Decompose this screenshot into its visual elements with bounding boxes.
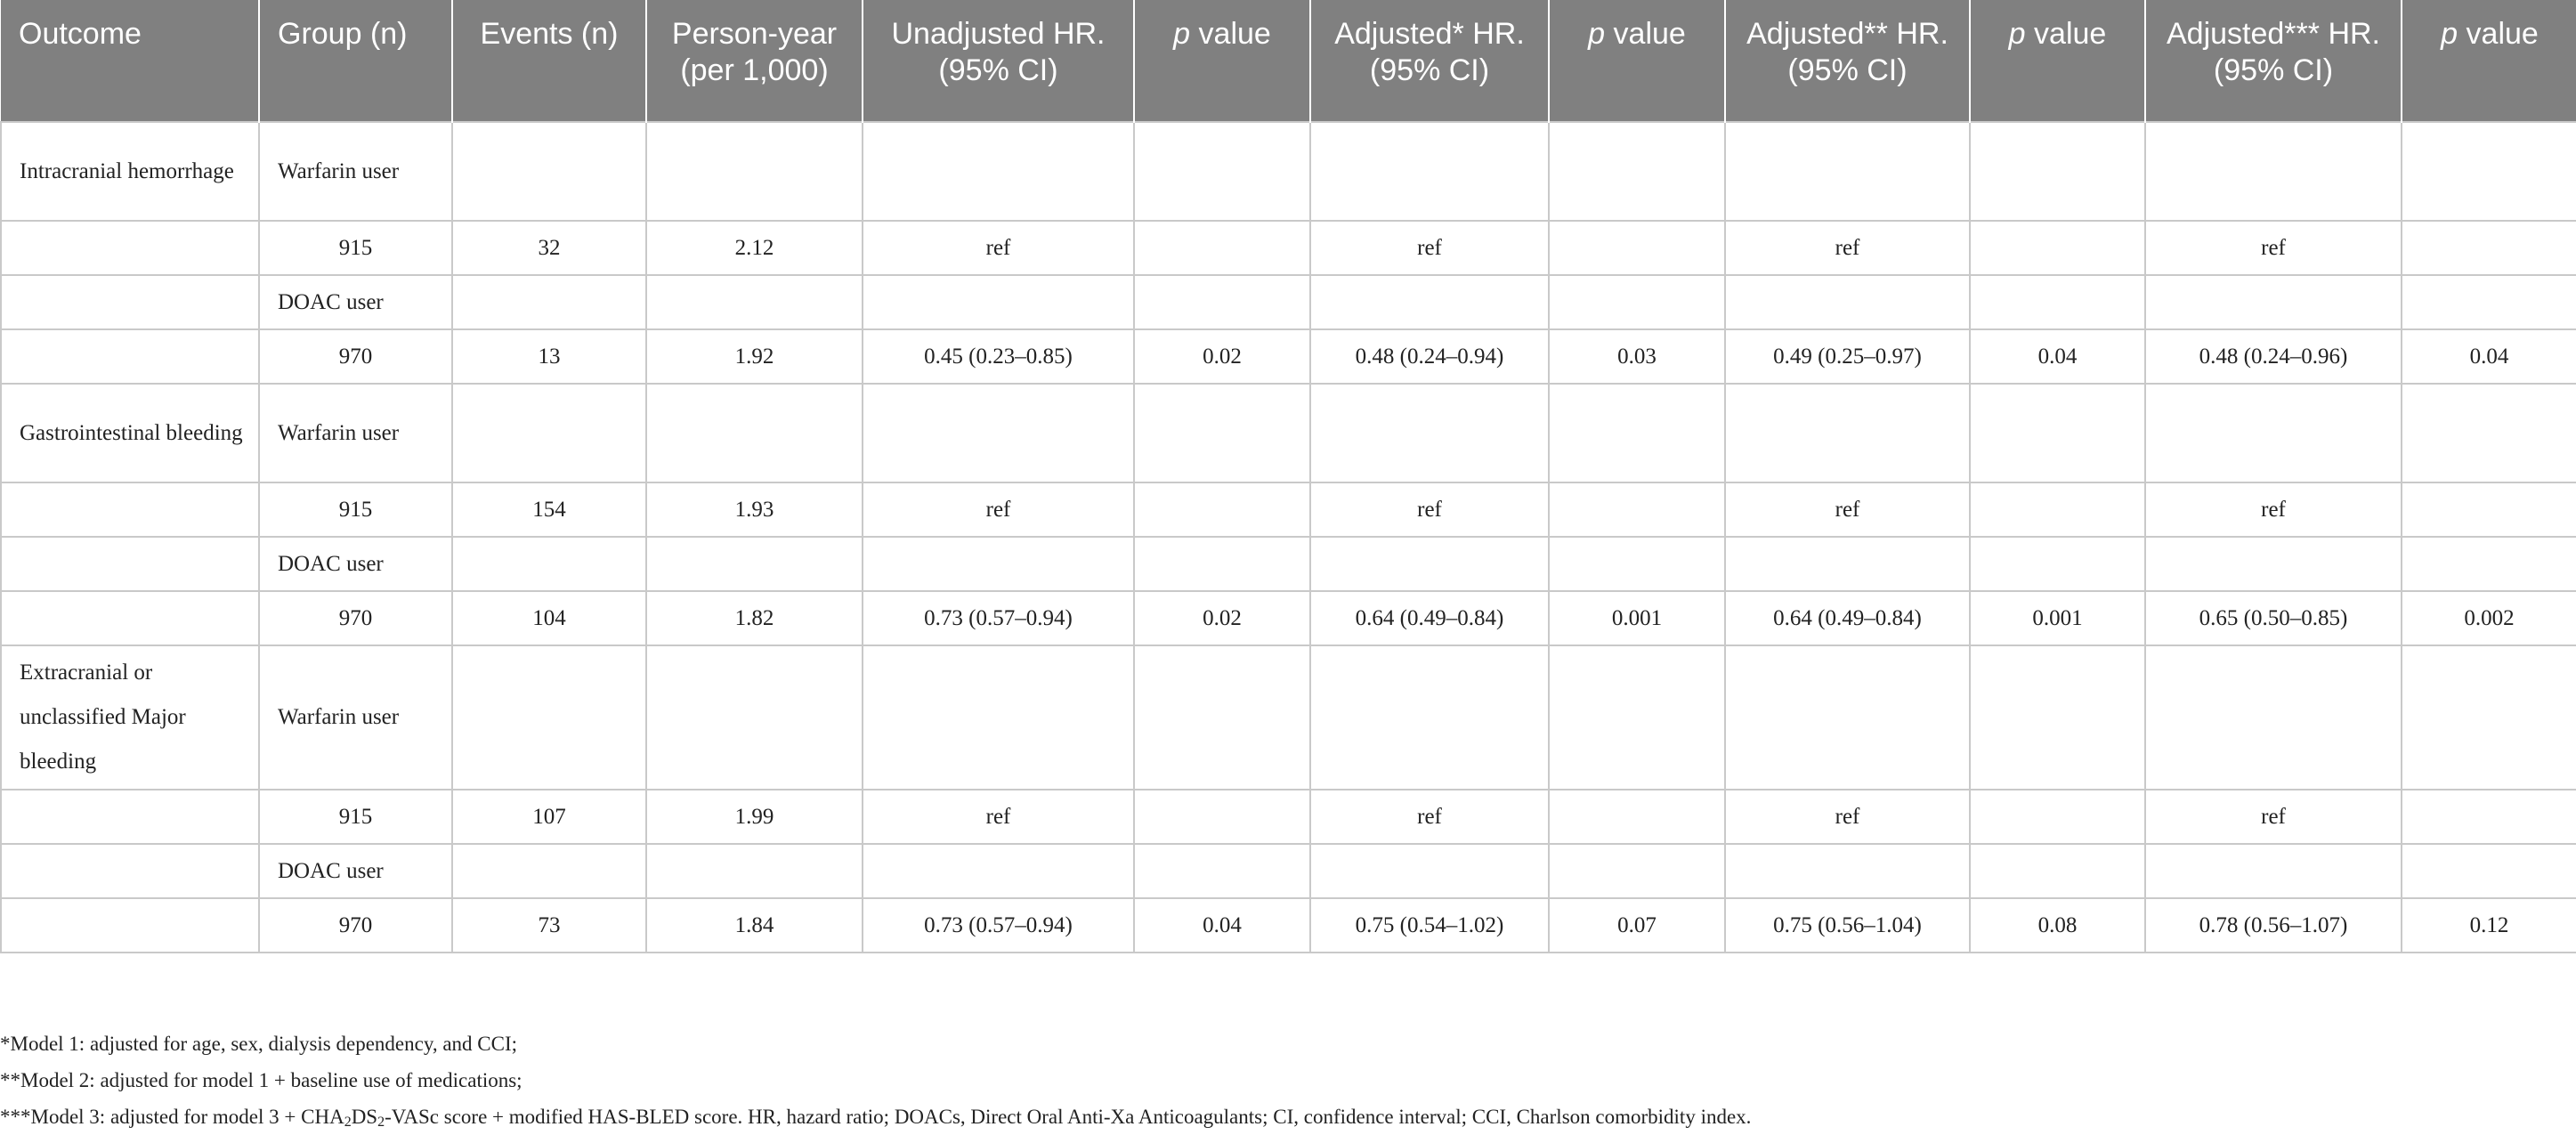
unadjusted-hr-cell: 0.73 (0.57–0.94) <box>863 898 1134 953</box>
p-value-cell <box>2402 221 2576 275</box>
header-p-value <box>1549 0 1725 122</box>
empty-cell <box>1134 384 1310 482</box>
header-adjusted2-hr: Adjusted** HR. (95% CI) <box>1725 0 1970 122</box>
unadjusted-hr-cell: ref <box>863 790 1134 844</box>
empty-cell <box>2145 275 2402 329</box>
empty-cell <box>1549 537 1725 591</box>
empty-cell <box>1725 645 1970 790</box>
group-label-cell: DOAC user <box>259 537 452 591</box>
outcome-cell: Gastrointestinal bleeding <box>1 384 259 482</box>
unadjusted-hr-cell: 0.73 (0.57–0.94) <box>863 591 1134 645</box>
empty-cell <box>863 844 1134 898</box>
empty-cell <box>1970 122 2145 221</box>
empty-cell <box>1549 275 1725 329</box>
group-n-cell: 970 <box>259 329 452 384</box>
empty-cell <box>1134 645 1310 790</box>
empty-cell <box>1310 122 1549 221</box>
p-italic: p <box>2441 17 2459 51</box>
person-year-cell: 1.84 <box>646 898 863 953</box>
p-value-cell <box>1134 482 1310 537</box>
empty-cell <box>863 122 1134 221</box>
table-row <box>1 384 2576 482</box>
p-value-cell: 0.02 <box>1134 591 1310 645</box>
empty-cell <box>1970 537 2145 591</box>
adjusted1-hr-cell: ref <box>1310 482 1549 537</box>
p-value-cell <box>1549 482 1725 537</box>
group-label-cell: DOAC user <box>259 275 452 329</box>
p-value-cell <box>1549 790 1725 844</box>
group-label-cell: DOAC user <box>259 844 452 898</box>
adjusted3-hr-cell: ref <box>2145 482 2402 537</box>
group-n-cell: 970 <box>259 898 452 953</box>
p-italic: p <box>1588 17 1606 51</box>
header-p-value <box>1970 0 2145 122</box>
header-group: Group (n) <box>259 0 452 122</box>
p-italic: p <box>1173 17 1191 51</box>
empty-cell <box>1310 645 1549 790</box>
footnote-model1: *Model 1: adjusted for age, sex, dialysis dependency, and CCI; <box>0 1033 518 1055</box>
empty-cell <box>2402 844 2576 898</box>
adjusted3-hr-cell: 0.78 (0.56–1.07) <box>2145 898 2402 953</box>
empty-cell <box>1 844 259 898</box>
p-value-cell: 0.002 <box>2402 591 2576 645</box>
adjusted3-hr-cell: 0.65 (0.50–0.85) <box>2145 591 2402 645</box>
empty-cell <box>452 122 646 221</box>
unadjusted-hr-cell: ref <box>863 482 1134 537</box>
p-italic: p <box>2008 17 2026 51</box>
empty-cell <box>1549 122 1725 221</box>
empty-cell <box>2402 122 2576 221</box>
footnotes <box>0 1026 1751 1135</box>
empty-cell <box>2145 844 2402 898</box>
footnote-model2: **Model 2: adjusted for model 1 + baseline use of medications; <box>0 1069 522 1091</box>
empty-cell <box>452 537 646 591</box>
empty-cell <box>2402 384 2576 482</box>
empty-cell <box>863 645 1134 790</box>
events-cell: 107 <box>452 790 646 844</box>
header-adjusted3-hr: Adjusted*** HR. (95% CI) <box>2145 0 2402 122</box>
p-value-cell: 0.04 <box>1134 898 1310 953</box>
empty-cell <box>646 645 863 790</box>
adjusted2-hr-cell: 0.49 (0.25–0.97) <box>1725 329 1970 384</box>
adjusted2-hr-cell: ref <box>1725 482 1970 537</box>
header-p-value <box>1134 0 1310 122</box>
group-label-cell: Warfarin user <box>259 122 452 221</box>
empty-cell <box>1725 844 1970 898</box>
p-value-cell: 0.03 <box>1549 329 1725 384</box>
table-row <box>1 790 2576 844</box>
footnote-model3-text: DS <box>351 1106 378 1128</box>
events-cell: 32 <box>452 221 646 275</box>
empty-cell <box>1310 537 1549 591</box>
table-row <box>1 275 2576 329</box>
events-cell: 73 <box>452 898 646 953</box>
header-events: Events (n) <box>452 0 646 122</box>
empty-cell <box>1310 844 1549 898</box>
group-n-cell: 970 <box>259 591 452 645</box>
empty-cell <box>863 275 1134 329</box>
empty-cell <box>452 645 646 790</box>
empty-cell <box>2145 645 2402 790</box>
empty-cell <box>1134 844 1310 898</box>
empty-cell <box>646 384 863 482</box>
adjusted2-hr-cell: 0.75 (0.56–1.04) <box>1725 898 1970 953</box>
empty-cell <box>452 384 646 482</box>
empty-cell <box>1 790 259 844</box>
header-adjusted1-hr: Adjusted* HR. (95% CI) <box>1310 0 1549 122</box>
p-value-cell: 0.02 <box>1134 329 1310 384</box>
adjusted2-hr-cell: ref <box>1725 790 1970 844</box>
outcome-cell: Intracranial hemorrhage <box>1 122 259 221</box>
adjusted2-hr-cell: 0.64 (0.49–0.84) <box>1725 591 1970 645</box>
person-year-cell: 1.99 <box>646 790 863 844</box>
events-cell: 13 <box>452 329 646 384</box>
p-value-cell: 0.08 <box>1970 898 2145 953</box>
footnote-model3-text: -VASc score + modified HAS-BLED score. HR, hazard ratio; DOACs, Direct Oral Anti-Xa Anticoagulants; CI, confidence interval; CCI, Charlson comorbidity index. <box>385 1106 1752 1128</box>
empty-cell <box>1310 275 1549 329</box>
events-cell: 104 <box>452 591 646 645</box>
empty-cell <box>863 384 1134 482</box>
empty-cell <box>1970 384 2145 482</box>
p-value-cell <box>1970 482 2145 537</box>
unadjusted-hr-cell: ref <box>863 221 1134 275</box>
outcome-cell: Extracranial or unclassified Major bleeding <box>1 645 259 790</box>
adjusted1-hr-cell: 0.48 (0.24–0.94) <box>1310 329 1549 384</box>
header-p-value <box>2402 0 2576 122</box>
empty-cell <box>2145 384 2402 482</box>
p-value-cell <box>2402 790 2576 844</box>
p-rest: value <box>1190 17 1271 51</box>
table-row <box>1 844 2576 898</box>
p-value-cell: 0.001 <box>1970 591 2145 645</box>
empty-cell <box>1 898 259 953</box>
empty-cell <box>1 482 259 537</box>
group-label-cell: Warfarin user <box>259 645 452 790</box>
person-year-cell: 2.12 <box>646 221 863 275</box>
subscript: 2 <box>344 1115 352 1130</box>
adjusted3-hr-cell: 0.48 (0.24–0.96) <box>2145 329 2402 384</box>
empty-cell <box>1 591 259 645</box>
empty-cell <box>1725 275 1970 329</box>
p-rest: value <box>1605 17 1686 51</box>
p-value-cell <box>1549 221 1725 275</box>
unadjusted-hr-cell: 0.45 (0.23–0.85) <box>863 329 1134 384</box>
person-year-cell: 1.93 <box>646 482 863 537</box>
subscript: 2 <box>377 1115 385 1130</box>
empty-cell <box>1549 645 1725 790</box>
table-row <box>1 329 2576 384</box>
empty-cell <box>863 537 1134 591</box>
empty-cell <box>1 537 259 591</box>
empty-cell <box>1725 537 1970 591</box>
footnote-model3 <box>0 1099 1751 1135</box>
empty-cell <box>1549 844 1725 898</box>
empty-cell <box>646 275 863 329</box>
empty-cell <box>2402 275 2576 329</box>
adjusted1-hr-cell: 0.64 (0.49–0.84) <box>1310 591 1549 645</box>
group-n-cell: 915 <box>259 790 452 844</box>
group-n-cell: 915 <box>259 482 452 537</box>
group-n-cell: 915 <box>259 221 452 275</box>
header-person-year: Person-year (per 1,000) <box>646 0 863 122</box>
p-rest: value <box>2025 17 2107 51</box>
adjusted2-hr-cell: ref <box>1725 221 1970 275</box>
table-row <box>1 482 2576 537</box>
p-value-cell <box>1970 790 2145 844</box>
person-year-cell: 1.82 <box>646 591 863 645</box>
empty-cell <box>1970 275 2145 329</box>
empty-cell <box>1 329 259 384</box>
p-value-cell: 0.001 <box>1549 591 1725 645</box>
empty-cell <box>1725 384 1970 482</box>
table-row <box>1 537 2576 591</box>
p-value-cell: 0.12 <box>2402 898 2576 953</box>
adjusted1-hr-cell: ref <box>1310 790 1549 844</box>
footnote-model3-text: ***Model 3: adjusted for model 3 + CHA <box>0 1106 344 1128</box>
adjusted1-hr-cell: ref <box>1310 221 1549 275</box>
empty-cell <box>1310 384 1549 482</box>
p-value-cell <box>1970 221 2145 275</box>
empty-cell <box>452 844 646 898</box>
table-row <box>1 591 2576 645</box>
empty-cell <box>1725 122 1970 221</box>
header-outcome: Outcome <box>1 0 259 122</box>
empty-cell <box>1134 537 1310 591</box>
empty-cell <box>2145 122 2402 221</box>
empty-cell <box>2145 537 2402 591</box>
p-value-cell: 0.07 <box>1549 898 1725 953</box>
empty-cell <box>646 122 863 221</box>
table-row <box>1 645 2576 790</box>
empty-cell <box>1 221 259 275</box>
empty-cell <box>1134 122 1310 221</box>
p-value-cell <box>1134 221 1310 275</box>
empty-cell <box>646 537 863 591</box>
empty-cell <box>1134 275 1310 329</box>
events-cell: 154 <box>452 482 646 537</box>
empty-cell <box>452 275 646 329</box>
adjusted1-hr-cell: 0.75 (0.54–1.02) <box>1310 898 1549 953</box>
header-row <box>1 0 2576 122</box>
table-row <box>1 221 2576 275</box>
empty-cell <box>1970 844 2145 898</box>
p-value-cell <box>1134 790 1310 844</box>
table-row <box>1 122 2576 221</box>
p-value-cell <box>2402 482 2576 537</box>
group-label-cell: Warfarin user <box>259 384 452 482</box>
empty-cell <box>646 844 863 898</box>
table-row <box>1 898 2576 953</box>
empty-cell <box>1 275 259 329</box>
header-unadjusted-hr: Unadjusted HR. (95% CI) <box>863 0 1134 122</box>
empty-cell <box>1970 645 2145 790</box>
p-value-cell: 0.04 <box>2402 329 2576 384</box>
p-rest: value <box>2458 17 2539 51</box>
p-value-cell: 0.04 <box>1970 329 2145 384</box>
adjusted3-hr-cell: ref <box>2145 790 2402 844</box>
empty-cell <box>2402 537 2576 591</box>
empty-cell <box>2402 645 2576 790</box>
empty-cell <box>1549 384 1725 482</box>
adjusted3-hr-cell: ref <box>2145 221 2402 275</box>
person-year-cell: 1.92 <box>646 329 863 384</box>
